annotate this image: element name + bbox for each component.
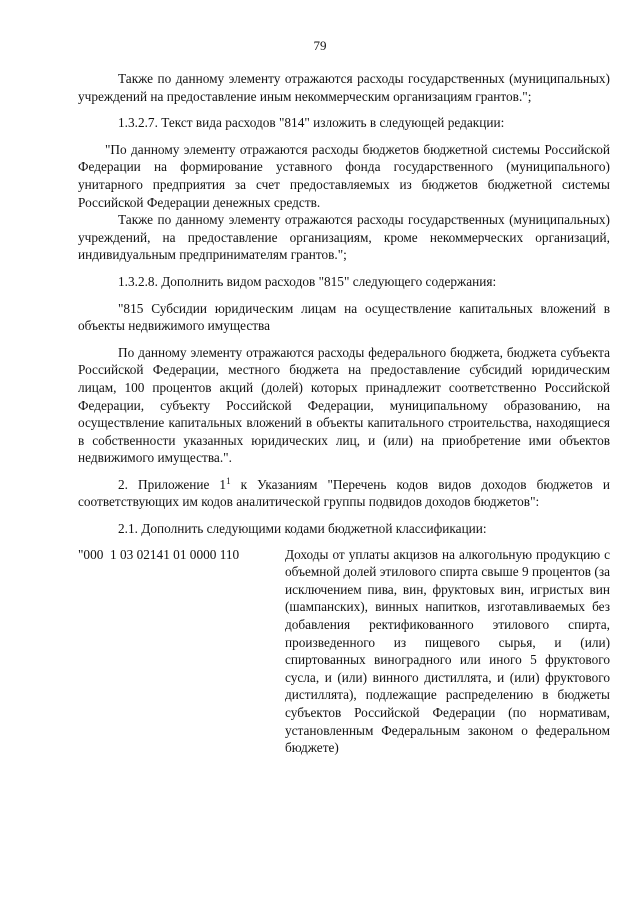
paragraph-appendix-1: [78, 476, 610, 511]
appendix-superscript: 1: [226, 475, 231, 486]
appendix-text-end: к Указаниям "Перечень кодов видов доходов бюджетов и соответствующих им кодов аналитической группы подвидов доходов бюджетов":: [78, 476, 610, 510]
paragraph-814-text: "По данному элементу отражаются расходы бюджетов бюджетной системы Российской Федерации на формирование уставного фонда государственного (муниципального) унитарного предприятия за счет предоставляемых из бюджетов бюджетной системы Российской Федерации денежных средств.: [78, 141, 610, 210]
paragraph-item-1-3-2-8: 1.3.2.8. Дополнить видом расходов "815" следующего содержания:: [118, 273, 497, 289]
paragraph-815-title: "815 Субсидии юридическим лицам на осуществление капитальных вложений в объекты недвижимого имущества: [78, 300, 610, 334]
budget-classification-code: "000 1 03 02141 01 0000 110: [78, 546, 240, 562]
paragraph-815-text: По данному элементу отражаются расходы федерального бюджета, бюджета субъекта Российской Федерации, местного бюджета на предоставление субсидий юридическим лицам, 100 процентов акций (долей) которых принадлежит соответственно Российской Федерации, субъекту Российской Федерации, муниципальному образованию, на осуществление капитальных вложений в объекты капитального строительства, находящиеся в собственности указанных юридических лиц, и (или) на приобретение ими объектов недвижимого имущества.".: [78, 344, 610, 466]
classification-code-row: [78, 546, 610, 757]
document-body: [78, 70, 610, 757]
paragraph-814-grants: Также по данному элементу отражаются расходы государственных (муниципальных) учреждений, на предоставление организациям, кроме некоммерческих организаций, индивидуальным предпринимателям грантов.";: [78, 212, 610, 263]
paragraph-item-1-3-2-7: 1.3.2.7. Текст вида расходов "814" изложить в следующей редакции:: [118, 115, 505, 131]
paragraph-grants-nonprofit: Также по данному элементу отражаются расходы государственных (муниципальных) учреждений на предоставление иным некоммерческим организациям грантов.";: [78, 71, 610, 104]
paragraph-item-2-1: 2.1. Дополнить следующими кодами бюджетной классификации:: [118, 521, 487, 537]
budget-code-description: Доходы от уплаты акцизов на алкогольную продукцию с объемной долей этилового спирта свыше 9 процентов (за исключением пива, вин, фруктовых вин, игристых вин (шампанских), винных напитков, изготавливаемых без добавления ректификованного этилового спирта, произведенного из пищевого сырья, и (или) спиртованных виноградного или иного 5 фруктового сусла, и (или) винного дистиллята, и (или) фруктового дистиллята), подлежащие распределению в бюджеты субъектов Российской Федерации (по нормативам, установленным Федеральным законом о федеральном бюджете): [285, 546, 610, 756]
appendix-text-start: 2. Приложение 1: [118, 476, 227, 492]
page-number: 79: [313, 38, 327, 53]
